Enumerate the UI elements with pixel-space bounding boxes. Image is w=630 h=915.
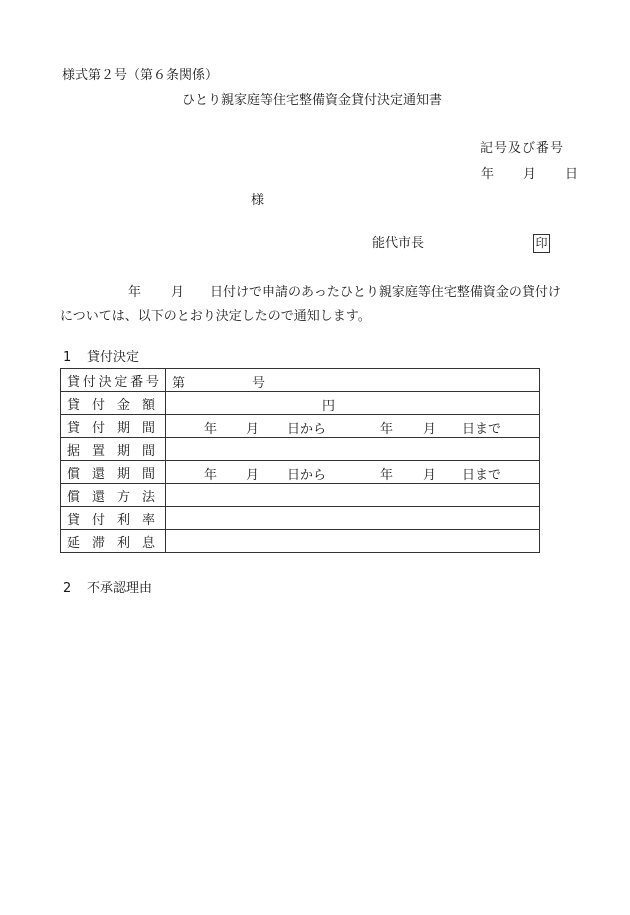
row-label-char: 付 [91,397,105,413]
value-text: 月 [246,468,260,483]
row-value [166,392,540,415]
row-label-char: 額 [141,397,155,413]
issuer-name: 能代市長 [372,236,425,251]
row-label [61,507,166,530]
date-year: 年 [481,167,495,182]
row-label-char: 償 [67,489,81,505]
addressee-honorific: 様 [251,193,265,208]
notice-line-2: については、以下のとおり決定したので通知します。 [60,309,371,324]
value-text: 月 [423,468,437,483]
row-label-char: 率 [141,512,155,528]
value-text: 日まで [462,422,502,437]
value-text: 日から [287,422,327,437]
table-row [61,392,540,415]
row-label [61,392,166,415]
value-text: 月 [423,422,437,437]
loan-decision-table [60,368,540,553]
value-text: 年 [204,468,218,483]
row-label-text [61,486,165,505]
notice-body [60,281,580,329]
issue-date [481,167,581,183]
value-text: 月 [246,422,260,437]
row-label-char: 定 [114,374,128,390]
row-value [166,484,540,507]
row-label-char: 貸 [67,512,81,528]
row-value [166,369,540,392]
row-label-char: 滞 [91,535,105,551]
date-month: 月 [523,167,537,182]
row-label-char: 番 [130,374,144,390]
table-row [61,461,540,484]
row-label-char: 据 [67,443,81,459]
section-title: 不承認理由 [87,581,153,596]
row-label-char: 償 [67,466,81,482]
row-label [61,369,166,392]
row-label-char: 貸 [67,420,81,436]
row-label-char: 間 [141,466,155,482]
row-label-char: 貸 [67,397,81,413]
row-label-char: 方 [116,489,130,505]
value-text: 円 [322,399,336,414]
row-label-char: 貸 [67,374,81,390]
row-label-char: 付 [91,512,105,528]
row-label-char: 間 [141,443,155,459]
date-day: 日 [565,167,579,182]
row-label-char: 号 [145,374,159,390]
row-value [166,507,540,530]
row-label-char: 利 [116,535,130,551]
row-label-char: 還 [91,466,105,482]
section-number: 1 [63,350,72,365]
row-label-text [61,394,165,413]
row-label-text [61,509,165,528]
value-text: 年 [380,422,394,437]
seal-mark: 印 [533,234,550,253]
row-label [61,461,166,484]
value-text: 日から [287,468,327,483]
row-label [61,530,166,553]
table-row [61,415,540,438]
value-text: 日まで [462,468,502,483]
form-number: 様式第２号（第６条関係） [62,68,219,83]
row-label [61,484,166,507]
row-label-char: 付 [91,420,105,436]
row-label-char: 付 [82,374,96,390]
notice-line-1-text: 日付けで申請のあったひとり親家庭等住宅整備資金の貸付け [210,285,561,300]
value-text: 第 [172,376,186,391]
section-number: 2 [63,581,72,596]
notice-month: 月 [171,285,185,300]
section-title: 貸付決定 [87,350,140,365]
section-decision-heading [63,350,139,366]
value-text: 年 [380,468,394,483]
table-row [61,507,540,530]
row-label-char: 置 [91,443,105,459]
reference-number-label: 記号及び番号 [480,141,565,156]
row-value [166,438,540,461]
row-label-text [61,417,165,436]
section-refusal-heading [63,581,152,597]
table-row [61,438,540,461]
notice-line-1 [60,281,580,305]
row-label-char: 間 [141,420,155,436]
row-label-char: 期 [116,466,130,482]
value-text: 年 [204,422,218,437]
row-value [166,461,540,484]
notice-year: 年 [128,285,142,300]
row-label-char: 期 [116,443,130,459]
row-label [61,438,166,461]
row-label-char: 息 [141,535,155,551]
row-label-char: 決 [98,374,112,390]
row-label-char: 還 [91,489,105,505]
row-label-char: 金 [116,397,130,413]
row-label-text [61,440,165,459]
row-label-text [61,463,165,482]
document-title: ひとり親家庭等住宅整備資金貸付決定通知書 [182,93,443,108]
row-value [166,415,540,438]
row-label-text [61,532,165,551]
row-label-text [61,371,165,390]
row-label-char: 利 [116,512,130,528]
row-label [61,415,166,438]
row-label-char: 期 [116,420,130,436]
table-row [61,369,540,392]
row-label-char: 延 [67,535,81,551]
table-row [61,530,540,553]
value-text: 号 [252,376,266,391]
table-row [61,484,540,507]
row-value [166,530,540,553]
row-label-char: 法 [141,489,155,505]
